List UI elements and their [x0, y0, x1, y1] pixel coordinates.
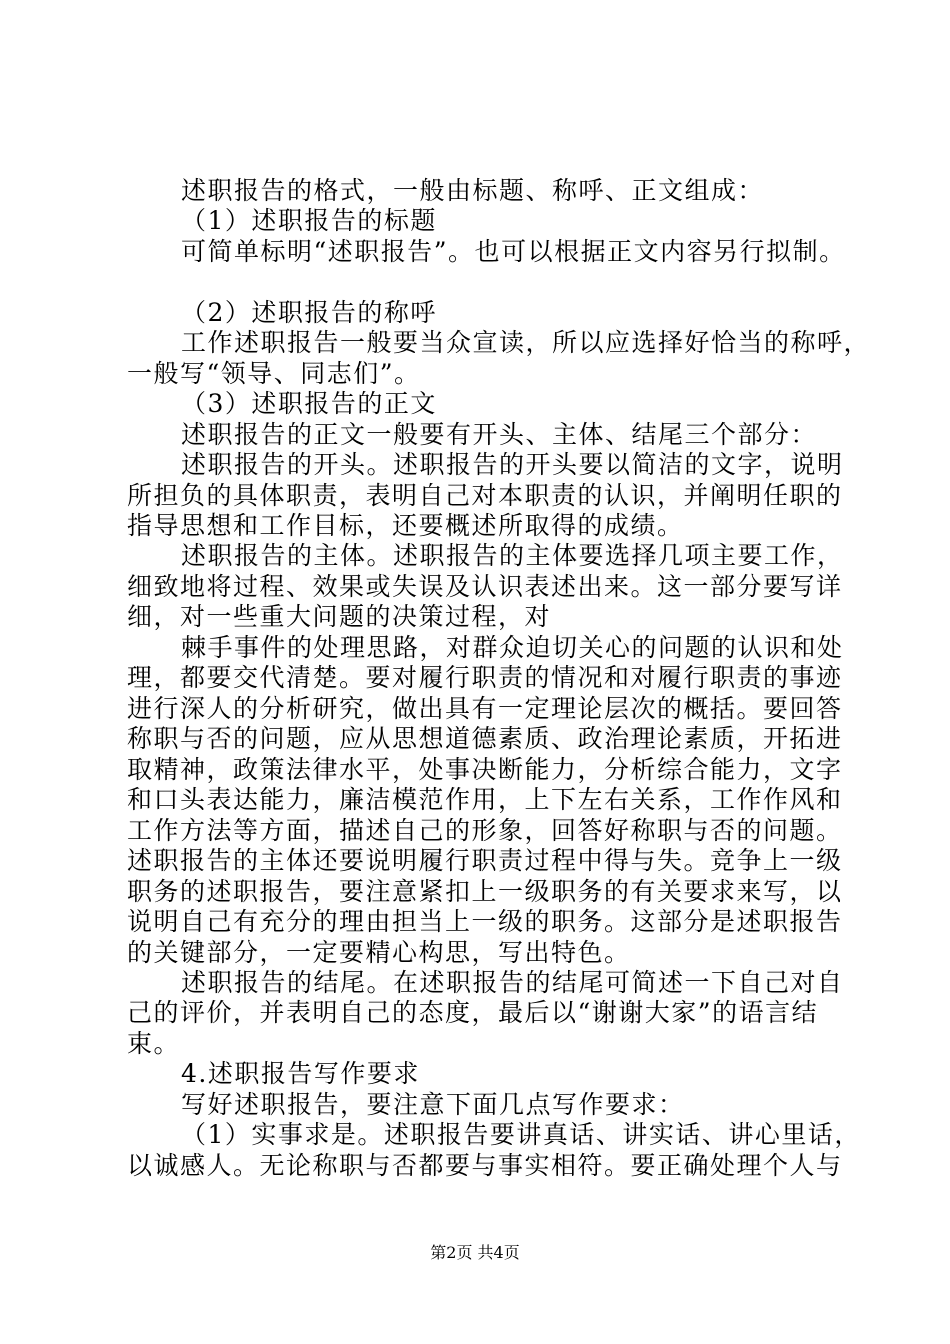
- body-line: 述职报告的格式，一般由标题、称呼、正文组成：: [181, 176, 765, 205]
- body-line: 细，对一些重大问题的决策过程，对: [127, 602, 552, 631]
- body-line: 指导思想和工作目标，还要概述所取得的成绩。: [127, 511, 684, 540]
- body-line: 称职与否的问题，应从思想道德素质、政治理论素质，开拓进: [127, 724, 843, 753]
- section-heading: （2）述职报告的称呼: [181, 298, 437, 327]
- body-line: 工作述职报告一般要当众宣读，所以应选择好恰当的称呼，: [181, 328, 871, 357]
- body-line: 取精神，政策法律水平，处事决断能力，分析综合能力，文字: [127, 755, 843, 784]
- body-line: 述职报告的主体还要说明履行职责过程中得与失。竞争上一级: [127, 846, 843, 875]
- body-line: 述职报告的主体。述职报告的主体要选择几项主要工作，: [181, 541, 844, 570]
- body-line: 束。: [127, 1029, 181, 1058]
- section-heading: 4.述职报告写作要求: [181, 1059, 420, 1088]
- body-line: 职务的述职报告，要注意紧扣上一级职务的有关要求来写，以: [127, 877, 843, 906]
- body-line: （1）实事求是。述职报告要讲真话、讲实话、讲心里话，: [181, 1120, 861, 1149]
- body-line: 进行深人的分析研究，做出具有一定理论层次的概括。要回答: [127, 694, 843, 723]
- body-line: 理，都要交代清楚。要对履行职责的情况和对履行职责的事迹: [127, 663, 843, 692]
- body-line: 和口头表达能力，廉洁模范作用，上下左右关系，工作作风和: [127, 785, 843, 814]
- body-line: 一般写“领导、同志们”。: [127, 359, 421, 388]
- body-line: 的关键部分，一定要精心构思，写出特色。: [127, 938, 631, 967]
- page-number-footer: 第2页 共4页: [430, 1243, 520, 1262]
- body-line: 己的评价，并表明自己的态度，最后以“谢谢大家”的语言结: [127, 998, 819, 1027]
- body-line: 写好述职报告，要注意下面几点写作要求：: [181, 1090, 685, 1119]
- body-line: 可简单标明“述职报告”。也可以根据正文内容另行拟制。: [181, 237, 846, 266]
- body-line: 说明自己有充分的理由担当上一级的职务。这部分是述职报告: [127, 907, 843, 936]
- body-line: 述职报告的正文一般要有开头、主体、结尾三个部分：: [181, 420, 818, 449]
- body-line: 工作方法等方面，描述自己的形象，回答好称职与否的问题。: [127, 816, 843, 845]
- section-heading: （3）述职报告的正文: [181, 389, 437, 418]
- body-line: 述职报告的开头。述职报告的开头要以简洁的文字，说明: [181, 450, 844, 479]
- body-line: 棘手事件的处理思路，对群众迫切关心的问题的认识和处: [181, 633, 844, 662]
- body-line: 以诚感人。无论称职与否都要与事实相符。要正确处理个人与: [127, 1151, 843, 1180]
- body-line: 所担负的具体职责，表明自己对本职责的认识，并阐明任职的: [127, 481, 843, 510]
- section-heading: （1）述职报告的标题: [181, 206, 437, 235]
- body-line: 细致地将过程、效果或失误及认识表述出来。这一部分要写详: [127, 572, 843, 601]
- body-line: 述职报告的结尾。在述职报告的结尾可简述一下自己对自: [181, 968, 844, 997]
